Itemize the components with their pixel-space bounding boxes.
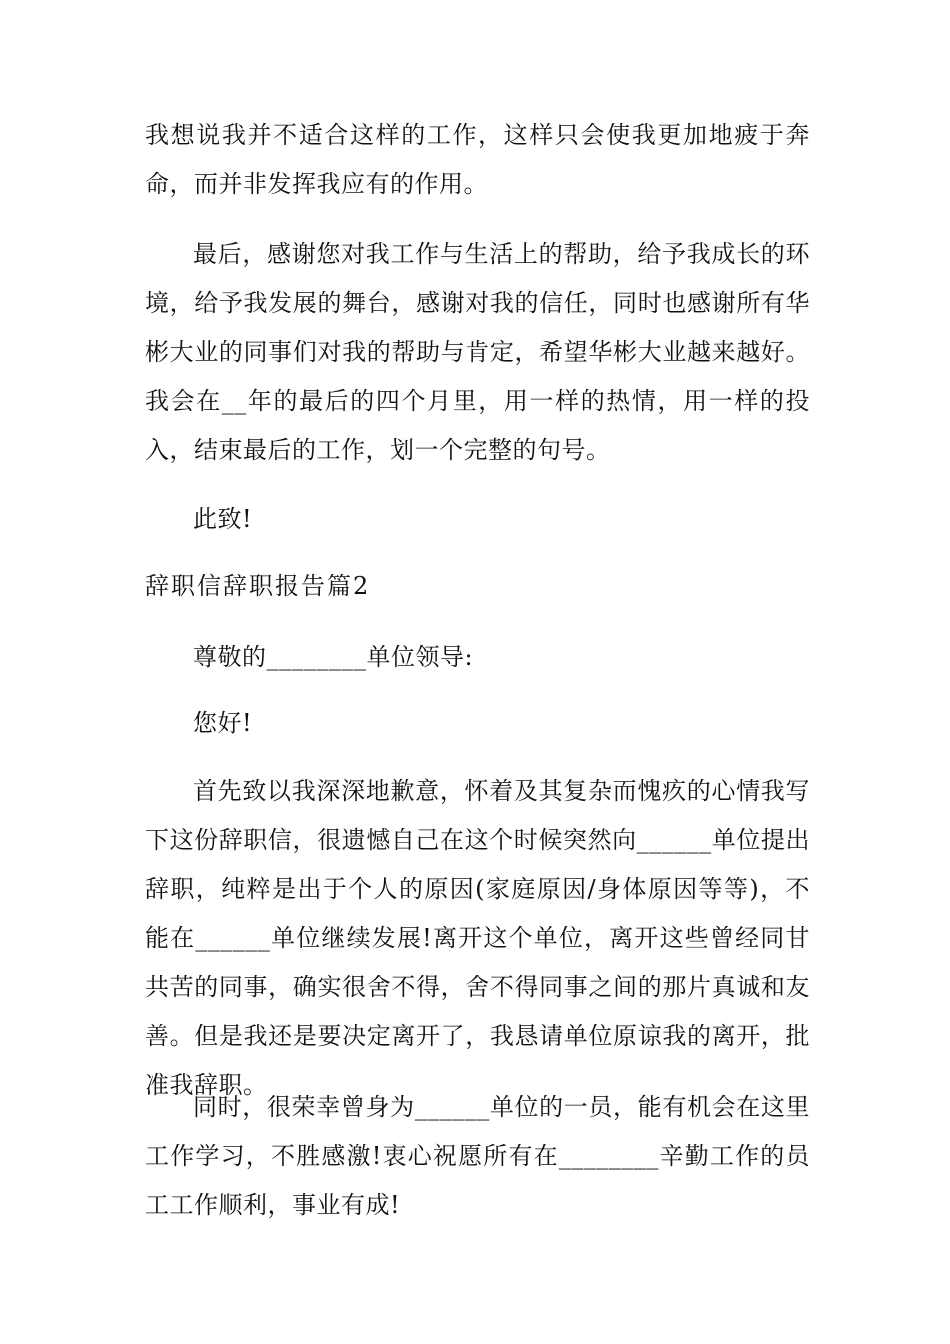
- paragraph-greeting: 尊敬的________单位领导:: [193, 643, 474, 671]
- paragraph-thanks: 最后，感谢您对我工作与生活上的帮助，给予我成长的环境，给予我发展的舞台，感谢对我的信任，同时也感谢所有华彬大业的同事们对我的帮助与肯定，希望华彬大业越来越好。我会在__年的最后的四个月里，用一样的热情，用一样的投入，结束最后的工作，划一个完整的句号。: [145, 240, 810, 464]
- paragraph-apology: 首先致以我深深地歉意，怀着及其复杂而愧疚的心情我写下这份辞职信，很遗憾自己在这个时候突然向______单位提出辞职，纯粹是出于个人的原因(家庭原因/身体原因等等)，不能在______单位继续发展!离开这个单位，离开这些曾经同甘共苦的同事，确实很舍不得，舍不得同事之间的那片真诚和友善。但是我还是要决定离开了，我恳请单位原谅我的离开，批准我辞职。: [145, 777, 810, 1099]
- paragraph-gratitude: 同时，很荣幸曾身为______单位的一员，能有机会在这里工作学习，不胜感激!衷心祝愿所有在________辛勤工作的员工工作顺利，事业有成!: [145, 1093, 810, 1219]
- paragraph-hello: 您好!: [193, 709, 253, 737]
- section-title: 辞职信辞职报告篇2: [145, 572, 371, 600]
- paragraph-closing-salutation: 此致!: [193, 505, 253, 533]
- paragraph-continuation: 我想说我并不适合这样的工作，这样只会使我更加地疲于奔命，而并非发挥我应有的作用。: [145, 121, 810, 198]
